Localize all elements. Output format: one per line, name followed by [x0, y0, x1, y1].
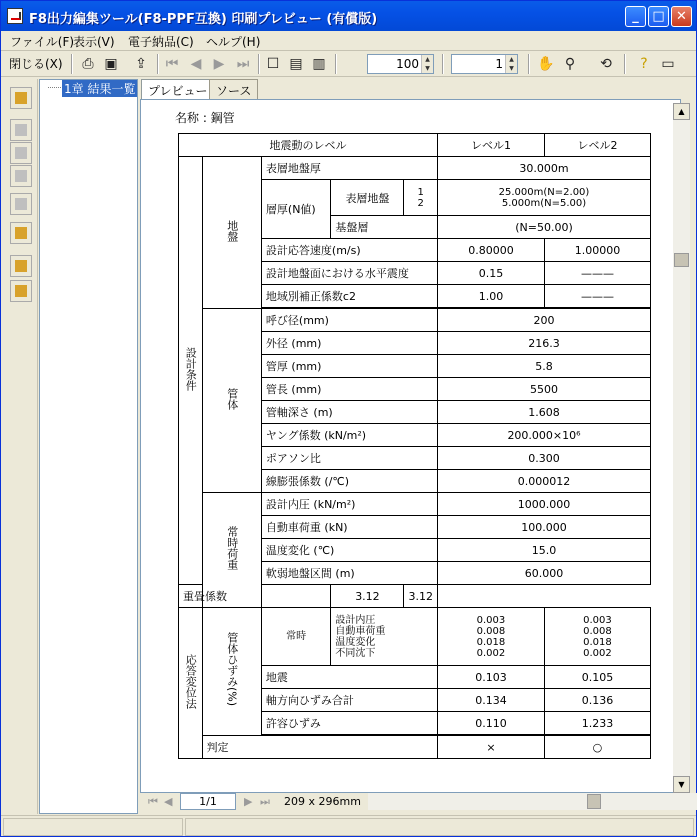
sub-ground-label: 地盤: [202, 157, 261, 309]
prev-page-icon[interactable]: ◀: [190, 56, 202, 72]
first-page-icon[interactable]: ⏮: [165, 56, 179, 72]
magnifier-icon[interactable]: ⚲: [564, 56, 576, 72]
tab-source[interactable]: ソース: [209, 79, 258, 99]
last-page-icon[interactable]: ⏭: [260, 795, 270, 808]
hand-tool-icon[interactable]: ✋: [537, 56, 555, 72]
disabled-tool-icon: [10, 165, 32, 187]
sub-strain-label: 管体ひずみ(%): [202, 608, 261, 736]
group-response-label: 応答変位法: [179, 608, 203, 759]
page-view-icon[interactable]: ☐: [266, 56, 280, 72]
tree-item-chapter1[interactable]: 1章 結果一覧: [64, 82, 136, 96]
tree-connector: [48, 87, 61, 88]
spinner-arrows-icon[interactable]: ▲ ▼: [505, 55, 517, 73]
save-icon[interactable]: ▣: [104, 56, 118, 72]
app-icon: [7, 8, 23, 24]
separator: [157, 54, 159, 74]
table-header-row: 地震動のレベル レベル1 レベル2: [179, 134, 651, 157]
group-design-label: 設計条件: [179, 157, 203, 585]
tree-collapse-icon[interactable]: [10, 280, 32, 302]
separator: [258, 54, 260, 74]
preview-pane: [140, 99, 681, 793]
title-bar[interactable]: [1, 1, 696, 31]
vertical-scrollbar[interactable]: [673, 103, 690, 793]
maximize-button[interactable]: □: [648, 6, 669, 27]
page-size: 209 x 296mm: [284, 795, 361, 808]
scroll-thumb[interactable]: [674, 253, 689, 267]
page-bar: [140, 793, 681, 811]
result-table: 地震動のレベル レベル1 レベル2 設計条件 地盤 表層地盤厚 30.000m 層厚(N値) 表層地盤 1 2 25.000m(N=2.00) 5.000m(N=5.00) 基盤層 (N=50.00) 設計応答速度(m/s) 0.80000 1.00000 設計地盤面における水平震度 0.15 ——— 地域別補正係数c2 1.00 ——— 管体 呼び径(mm) 200 外径 (mm) 216.3 管厚 (mm) 5.8 管長 (mm) 5500 管軸深さ (m) 1.608 ヤング係数 (kN/m²) 200.000×10⁶ ポアソン比 0.300 線膨張係数 (/℃) 0.000012 常時荷重 設計内圧 (kN/m²) 1000.000 自動車荷重 (kN) 100.000 温度変化 (℃) 15.0 軟弱地盤区間 (m) 60.000 重畳係数 3.12 3.12 応答変位法 管体ひずみ(%) 常時 設計内圧 自動車荷重 温度変化 不同沈下 0.003 0.008 0.018 0.002 0.003 0.008 0.018 0.002 地震 0.103 0.105 軸方向ひずみ合計 0.134 0.136 許容ひずみ 0.110 1.233 判定 × ○: [178, 133, 651, 759]
status-bar: [1, 815, 696, 837]
multi-page-icon[interactable]: ▥: [312, 56, 326, 72]
first-page-icon[interactable]: ⏮: [148, 795, 158, 808]
export-icon[interactable]: ⇪: [135, 56, 147, 72]
status-cell: [3, 818, 183, 836]
close-button[interactable]: 閉じる(X): [9, 57, 63, 71]
horizontal-scrollbar[interactable]: [368, 793, 697, 810]
close-window-button[interactable]: ✕: [671, 6, 692, 27]
disabled-tool-icon: [10, 142, 32, 164]
separator: [71, 54, 73, 74]
menu-bar: [1, 31, 696, 51]
sub-load-label: 常時荷重: [202, 493, 261, 608]
paint-icon[interactable]: [10, 222, 32, 244]
document-name: 名称 : 鋼管: [175, 111, 235, 125]
separator: [624, 54, 626, 74]
menu-view[interactable]: 表示(V): [73, 35, 115, 49]
spinner-arrows-icon[interactable]: ▲ ▼: [421, 55, 433, 73]
two-page-icon[interactable]: ▤: [289, 56, 303, 72]
tab-strip: [139, 79, 696, 99]
window-title: F8出力編集ツール(F8-PPF互換) 印刷プレビュー (有償版): [29, 12, 378, 27]
last-page-icon[interactable]: ⏭: [236, 56, 250, 72]
help-icon[interactable]: ?: [640, 56, 648, 72]
next-page-icon[interactable]: ▶: [213, 56, 225, 72]
left-tool-strip: [1, 79, 38, 814]
separator: [442, 54, 444, 74]
print-icon[interactable]: ⎙: [82, 56, 94, 72]
tab-preview[interactable]: プレビュー: [141, 79, 215, 99]
scroll-down-icon[interactable]: ▼: [673, 776, 690, 793]
refresh-icon[interactable]: ⟲: [600, 56, 612, 72]
pencil-icon[interactable]: [10, 87, 32, 109]
tree-expand-icon[interactable]: [10, 255, 32, 277]
menu-help[interactable]: ヘルプ(H): [206, 35, 261, 49]
page-indicator[interactable]: 1/1: [180, 793, 236, 810]
prev-page-icon[interactable]: ◀: [164, 795, 173, 808]
separator: [335, 54, 337, 74]
zoom-spinner[interactable]: 100 ▲ ▼: [367, 54, 434, 74]
disabled-tool-icon: [10, 119, 32, 141]
scroll-up-icon[interactable]: ▲: [673, 103, 690, 120]
disabled-tool-icon: [10, 193, 32, 215]
status-cell: [185, 818, 694, 836]
chapter-tree: [39, 79, 138, 814]
toolbar: [1, 51, 696, 77]
separator: [528, 54, 530, 74]
next-page-icon[interactable]: ▶: [244, 795, 253, 808]
menu-delivery[interactable]: 電子納品(C): [128, 35, 194, 49]
sub-pipe-label: 管体: [202, 309, 261, 493]
info-icon[interactable]: ▭: [661, 56, 675, 72]
scroll-thumb[interactable]: [587, 794, 601, 809]
menu-file[interactable]: ファイル(F): [10, 35, 75, 49]
page-spinner[interactable]: 1 ▲ ▼: [451, 54, 518, 74]
minimize-button[interactable]: _: [625, 6, 646, 27]
